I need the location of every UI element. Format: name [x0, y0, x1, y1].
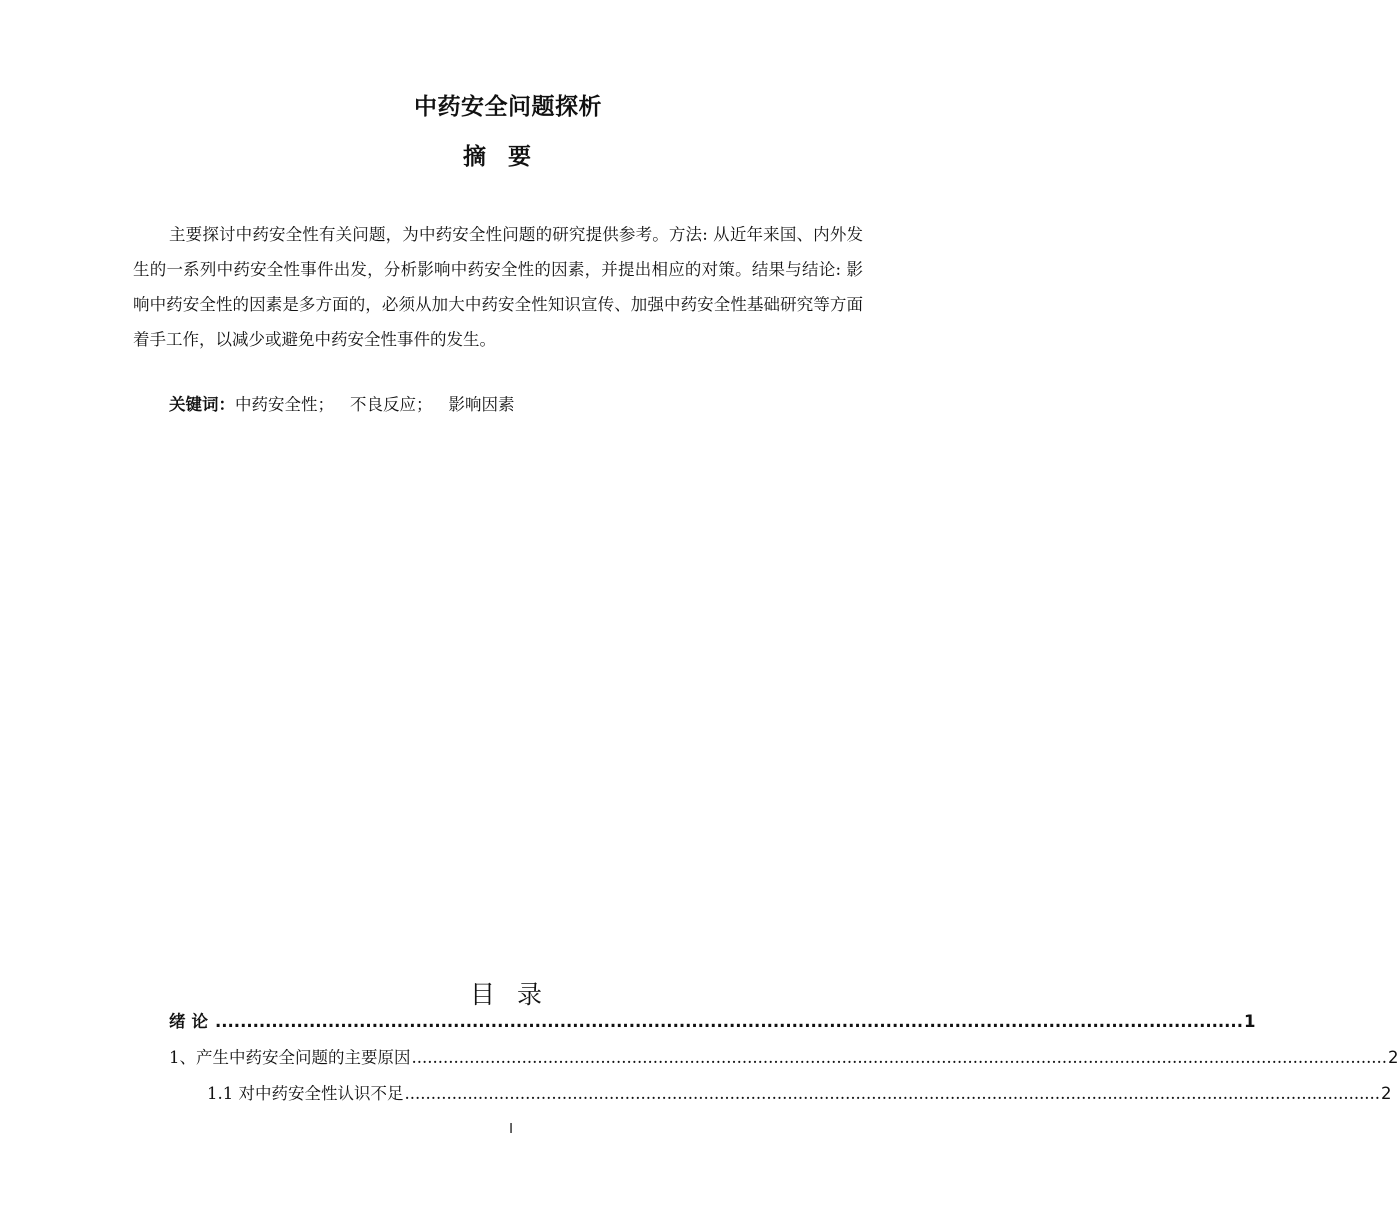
keyword-item: 中药安全性； [235, 395, 334, 414]
abstract-body: 主要探讨中药安全性有关问题，为中药安全性问题的研究提供参考。方法: 从近年来国、内外发生的一系列中药安全性事件出发，分析影响中药安全性的因素，并提出相应的对策。结果与结论: 影响中药安全性的因素是多方面的，必须从加大中药安全性知识宣传、加强中药安全性基础研究等方面着手工作，以减少或避免中药安全性事件的发生。 [133, 225, 863, 349]
toc-leader-dots: .......................................................................................................................................................................................... [404, 1084, 1381, 1103]
toc-heading: 目录 [469, 980, 564, 1009]
toc-leader-dots: .................................................................................................................................................................... [215, 1012, 1243, 1031]
page-number: I [509, 1122, 513, 1137]
toc-entry-label: 1.1 对中药安全性认识不足 [207, 1084, 404, 1103]
keyword-item: 不良反应； [350, 395, 433, 414]
toc-entry[interactable] [169, 1008, 1256, 1044]
toc-entry-page: 2 [1388, 1048, 1399, 1067]
document-title: 中药安全问题探析 [414, 94, 602, 120]
table-of-contents [169, 1008, 1399, 1116]
toc-entry-label: 1、产生中药安全问题的主要原因 [169, 1048, 411, 1067]
toc-entry[interactable] [169, 1044, 1399, 1080]
toc-leader-dots: .......................................................................................................................................................................................... [411, 1048, 1388, 1067]
toc-entry-page: 2 [1381, 1084, 1392, 1103]
keywords-line [169, 392, 515, 418]
abstract-heading: 摘要 [463, 144, 553, 170]
keywords-label: 关键词： [169, 395, 235, 414]
keyword-item: 影响因素 [448, 395, 515, 414]
toc-entry[interactable] [169, 1080, 1392, 1116]
toc-entry-label: 绪论 [169, 1012, 214, 1031]
toc-entry-page: 1 [1243, 1012, 1256, 1031]
